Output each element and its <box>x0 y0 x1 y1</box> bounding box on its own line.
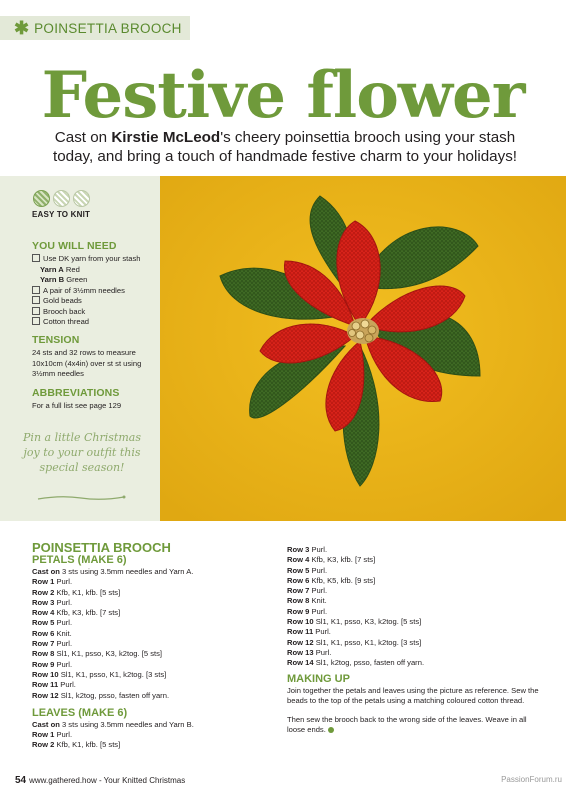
yarn-ball-icon <box>33 190 50 207</box>
page-title: Festive flower <box>41 58 525 133</box>
list-item-label: Gold beads <box>43 296 82 305</box>
petals-heading: PETALS (MAKE 6) <box>32 554 127 566</box>
abbreviations-heading: ABBREVIATIONS <box>32 387 120 399</box>
row-instruction: Kfb, K1, kfb. [5 sts] <box>54 740 121 750</box>
row-instruction: Sl1, K1, psso, K3, k2tog. [5 sts] <box>54 649 163 659</box>
row-instruction: Purl. <box>54 577 73 587</box>
end-mark-icon <box>328 727 334 733</box>
pattern-row <box>32 567 272 577</box>
row-instruction: Purl. <box>309 586 328 596</box>
pattern-row <box>32 639 272 649</box>
row-label: Row 2 <box>32 587 55 597</box>
list-item-label: Cotton thread <box>43 317 90 326</box>
row-instruction: Purl. <box>309 565 328 575</box>
swirl-divider-icon <box>36 493 126 503</box>
row-label: Row 3 <box>32 597 55 607</box>
petals-rows <box>32 567 272 701</box>
row-label: Row 11 <box>32 680 59 690</box>
yarn-a-color: Red <box>65 264 80 274</box>
row-instruction: Purl. <box>54 639 73 649</box>
row-label: Row 8 <box>32 649 55 659</box>
pattern-row <box>287 638 542 648</box>
row-label: Row 4 <box>287 555 310 565</box>
row-label: Row 2 <box>32 740 55 750</box>
pattern-row <box>32 670 272 680</box>
row-label: Row 9 <box>32 659 55 669</box>
footer-text: www.gathered.how - Your Knitted Christmas <box>29 776 186 785</box>
row-label: Row 10 <box>287 617 314 627</box>
pattern-row <box>32 740 272 750</box>
pattern-row <box>32 649 272 659</box>
yarn-b-color: Green <box>66 275 88 284</box>
yarn-b-label: Yarn B <box>40 275 65 284</box>
row-instruction: Knit. <box>54 628 72 638</box>
row-label: Row 5 <box>287 565 310 575</box>
row-label: Row 3 <box>287 545 310 554</box>
yarn-ball-icon <box>73 190 90 207</box>
tension-heading: TENSION <box>32 334 80 346</box>
row-instruction: Kfb, K1, kfb. [5 sts] <box>54 587 121 597</box>
list-item-label: Use DK yarn from your stash <box>43 254 141 263</box>
pull-quote: Pin a little Christmas joy to your outfit this special season! <box>23 431 141 474</box>
section-tag-label: POINSETTIA BROOCH <box>34 20 182 36</box>
row-instruction: Kfb, K3, kfb. [7 sts] <box>54 608 121 618</box>
list-item <box>32 286 157 297</box>
page-number: 54 <box>15 775 27 786</box>
pattern-row <box>287 607 542 617</box>
list-item <box>32 307 157 318</box>
row-label: Row 6 <box>287 575 310 585</box>
list-item-label: A pair of 3½mm needles <box>43 285 125 295</box>
difficulty-rating <box>33 190 90 207</box>
bead-cluster <box>347 318 379 344</box>
pattern-row <box>287 586 542 596</box>
pattern-row <box>32 588 272 598</box>
making-up-text-1: Join together the petals and leaves using the picture as reference. Sew the beads to the top of the petals using a matching coloured cotton thread. <box>287 685 539 705</box>
pattern-row <box>287 576 542 586</box>
row-label: Row 12 <box>32 690 59 700</box>
pattern-row <box>32 720 272 730</box>
row-instruction: Purl. <box>54 618 73 628</box>
list-item <box>32 296 157 307</box>
row-instruction: Kfb, K5, kfb. [9 sts] <box>309 575 376 585</box>
intro-before: Cast on <box>54 129 112 146</box>
intro-text <box>40 128 530 166</box>
checkbox-icon <box>32 286 40 294</box>
row-label: Row 7 <box>32 639 55 649</box>
list-item-label: Brooch back <box>43 306 86 316</box>
yarn-a-label: Yarn A <box>40 264 64 274</box>
row-label: Row 14 <box>287 658 314 668</box>
intro-after: 's cheery poinsettia brooch using your stash today, and bring a touch of handmade festive charm to your holidays! <box>52 129 518 165</box>
pattern-column-1 <box>32 541 272 751</box>
checkbox-icon <box>32 307 40 315</box>
pattern-row <box>287 658 542 668</box>
row-label: Cast on <box>32 567 60 576</box>
pattern-row <box>32 691 272 701</box>
list-item <box>32 265 157 276</box>
row-label: Row 13 <box>287 647 314 657</box>
page-footer <box>15 775 185 786</box>
pattern-row <box>32 680 272 690</box>
row-label: Row 10 <box>32 669 59 679</box>
pattern-row <box>287 627 542 637</box>
row-label: Cast on <box>32 719 60 729</box>
pattern-column-2 <box>287 545 542 736</box>
leaves-heading: LEAVES (MAKE 6) <box>32 706 128 719</box>
you-will-need-heading: YOU WILL NEED <box>32 240 117 252</box>
row-instruction: Sl1, K1, psso, K1, k2tog. [3 sts] <box>58 669 167 679</box>
row-instruction: Sl1, K1, psso, K1, k2tog. [3 sts] <box>313 637 422 647</box>
row-instruction: Sl1, K1, psso, K3, k2tog. [5 sts] <box>313 617 422 627</box>
row-label: Row 6 <box>32 628 55 638</box>
checkbox-icon <box>32 317 40 325</box>
watermark: PassionForum.ru <box>501 775 562 784</box>
row-label: Row 5 <box>32 618 55 628</box>
making-up-heading: MAKING UP <box>287 672 350 685</box>
pattern-row <box>32 629 272 639</box>
pattern-row <box>287 566 542 576</box>
tension-text: 24 sts and 32 rows to measure 10x10cm (4x4in) over st st using 3½mm needles <box>32 348 142 378</box>
snowflake-icon: ✱ <box>14 17 30 38</box>
row-label: Row 4 <box>32 608 55 618</box>
pattern-row <box>32 598 272 608</box>
row-instruction: Purl. <box>313 647 332 657</box>
checkbox-icon <box>32 296 40 304</box>
leaves-rows <box>32 720 272 751</box>
row-instruction: Sl1, k2tog, psso, fasten off yarn. <box>313 658 425 668</box>
pattern-row <box>287 596 542 606</box>
pattern-row <box>287 648 542 658</box>
making-up-text-2-body: Then sew the brooch back to the wrong side of the leaves. Weave in all loose ends. <box>287 715 527 735</box>
materials-list <box>32 254 157 328</box>
pattern-title: POINSETTIA BROOCH <box>32 540 171 555</box>
pattern-row <box>287 555 542 565</box>
pattern-row <box>32 660 272 670</box>
checkbox-icon <box>32 254 40 262</box>
list-item <box>32 275 157 286</box>
difficulty-label: EASY TO KNIT <box>32 210 91 219</box>
row-label: Row 7 <box>287 586 310 596</box>
row-label: Row 1 <box>32 730 55 740</box>
yarn-ball-icon <box>53 190 70 207</box>
leaves-rows-continued <box>287 545 542 669</box>
row-instruction: 3 sts using 3.5mm needles and Yarn A. <box>59 567 194 576</box>
abbreviations-text: For a full list see page 129 <box>32 401 122 410</box>
row-label: Row 9 <box>287 606 310 616</box>
section-tag <box>0 16 190 40</box>
row-label: Row 11 <box>287 627 314 637</box>
pattern-row <box>287 545 542 555</box>
row-instruction: Purl. <box>309 545 328 554</box>
row-label: Row 8 <box>287 596 310 606</box>
row-instruction: 3 sts using 3.5mm needles and Yarn B. <box>59 719 194 729</box>
pattern-row <box>32 730 272 740</box>
making-up-text-2 <box>287 715 542 736</box>
row-instruction: Purl. <box>54 597 73 607</box>
pattern-row <box>32 577 272 587</box>
row-instruction: Kfb, K3, kfb. [7 sts] <box>309 555 376 565</box>
pattern-row <box>32 608 272 618</box>
list-item <box>32 254 157 265</box>
row-instruction: Purl. <box>313 627 331 637</box>
poinsettia-photo <box>160 176 566 521</box>
row-instruction: Knit. <box>309 596 327 606</box>
pattern-row <box>287 617 542 627</box>
row-instruction: Purl. <box>54 730 73 740</box>
poinsettia-illustration <box>160 176 566 521</box>
row-label: Row 1 <box>32 577 55 587</box>
list-item <box>32 317 157 328</box>
row-instruction: Purl. <box>58 680 76 690</box>
row-instruction: Purl. <box>309 606 328 616</box>
row-instruction: Sl1, k2tog, psso, fasten off yarn. <box>58 690 170 700</box>
designer-name: Kirstie McLeod <box>111 129 221 146</box>
row-instruction: Purl. <box>54 659 73 669</box>
pattern-row <box>32 618 272 628</box>
row-label: Row 12 <box>287 637 314 647</box>
